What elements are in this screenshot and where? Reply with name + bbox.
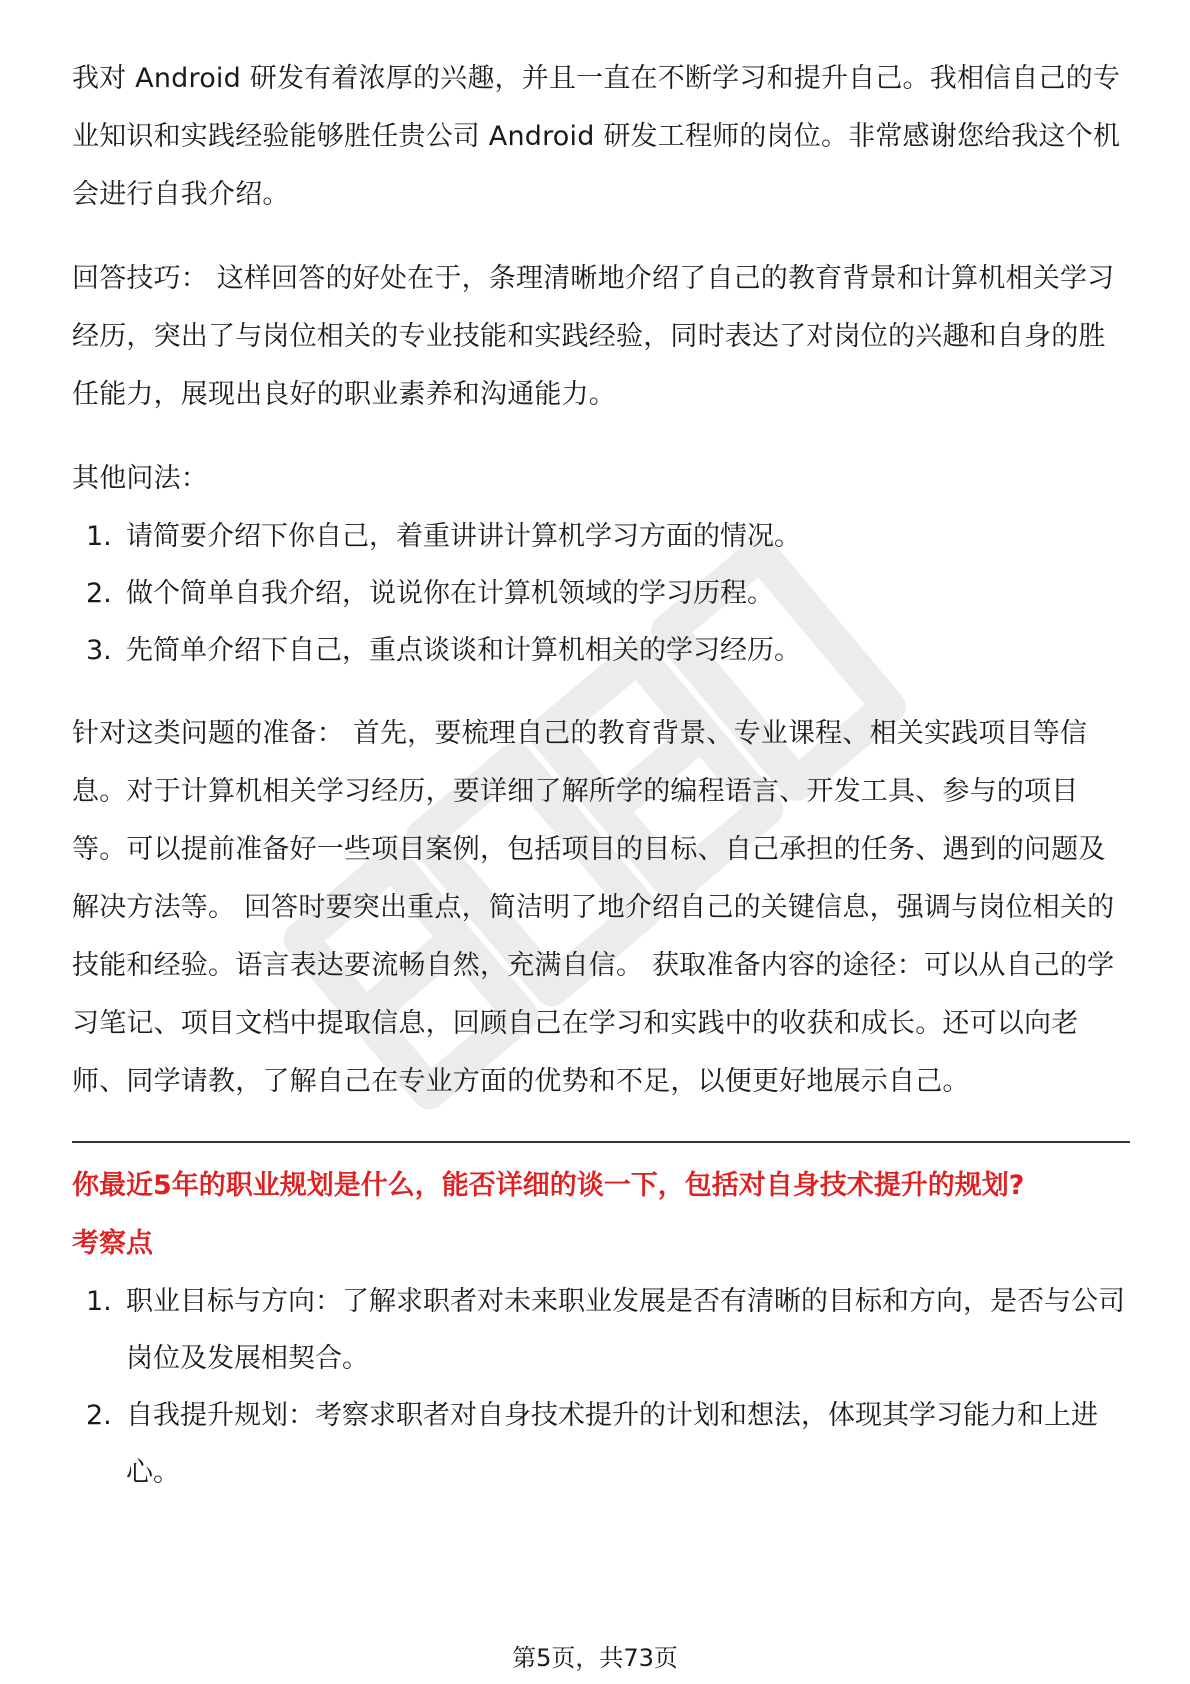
list-number: 2. [86,1400,112,1431]
question-title: 你最近5年的职业规划是什么，能否详细的谈一下，包括对自身技术提升的规划? [72,1170,1025,1201]
list-item [72,1273,1130,1387]
list-item [72,1387,1130,1501]
list-item-text: 自我提升规划：考察求职者对自身技术提升的计划和想法，体现其学习能力和上进心。 [126,1400,1098,1488]
intro-end-paragraph: 我对 Android 研发有着浓厚的兴趣，并且一直在不断学习和提升自己。我相信自己的专业知识和实践经验能够胜任贵公司 Android 研发工程师的岗位。非常感谢您给我这个机会进行自我介绍。 [72,63,1121,210]
document-page [72,50,1130,1501]
list-item-text: 请简要介绍下你自己，着重讲讲计算机学习方面的情况。 [126,521,801,552]
exam-points-list [72,1273,1130,1501]
list-item [72,508,1130,565]
preparation-paragraph: 针对这类问题的准备： 首先，要梳理自己的教育背景、专业课程、相关实践项目等信息。对于计算机相关学习经历，要详细了解所学的编程语言、开发工具、参与的项目等。可以提前准备好一些项目案例，包括项目的目标、自己承担的任务、遇到的问题及解决方法等。 回答时要突出重点，简洁明了地介绍自己的关键信息，强调与岗位相关的技能和经验。语言表达要流畅自然，充满自信。 获取准备内容的途径：可以从自己的学习笔记、项目文档中提取信息，回顾自己在学习和实践中的收获和成长。还可以向老师、同学请教，了解自己在专业方面的优势和不足，以便更好地展示自己。 [72,718,1115,1097]
list-item [72,565,1130,622]
other-questions-label: 其他问法： [72,463,208,494]
list-number: 1. [86,521,112,552]
list-number: 3. [86,635,112,666]
page-footer: 第5页，共73页 [512,1644,678,1672]
section-divider [72,1141,1130,1143]
list-item-text: 先简单介绍下自己，重点谈谈和计算机相关的学习经历。 [126,635,801,666]
exam-points-heading: 考察点 [72,1228,153,1259]
list-number: 1. [86,1286,112,1317]
list-item-text: 职业目标与方向：了解求职者对未来职业发展是否有清晰的目标和方向，是否与公司岗位及发展相契合。 [126,1286,1125,1374]
answer-tips-paragraph: 回答技巧： 这样回答的好处在于，条理清晰地介绍了自己的教育背景和计算机相关学习经历，突出了与岗位相关的专业技能和实践经验，同时表达了对岗位的兴趣和自身的胜任能力，展现出良好的职业素养和沟通能力。 [72,263,1115,410]
other-questions-list [72,508,1130,679]
list-item-text: 做个简单自我介绍，说说你在计算机领域的学习历程。 [126,578,774,609]
list-number: 2. [86,578,112,609]
list-item [72,622,1130,679]
